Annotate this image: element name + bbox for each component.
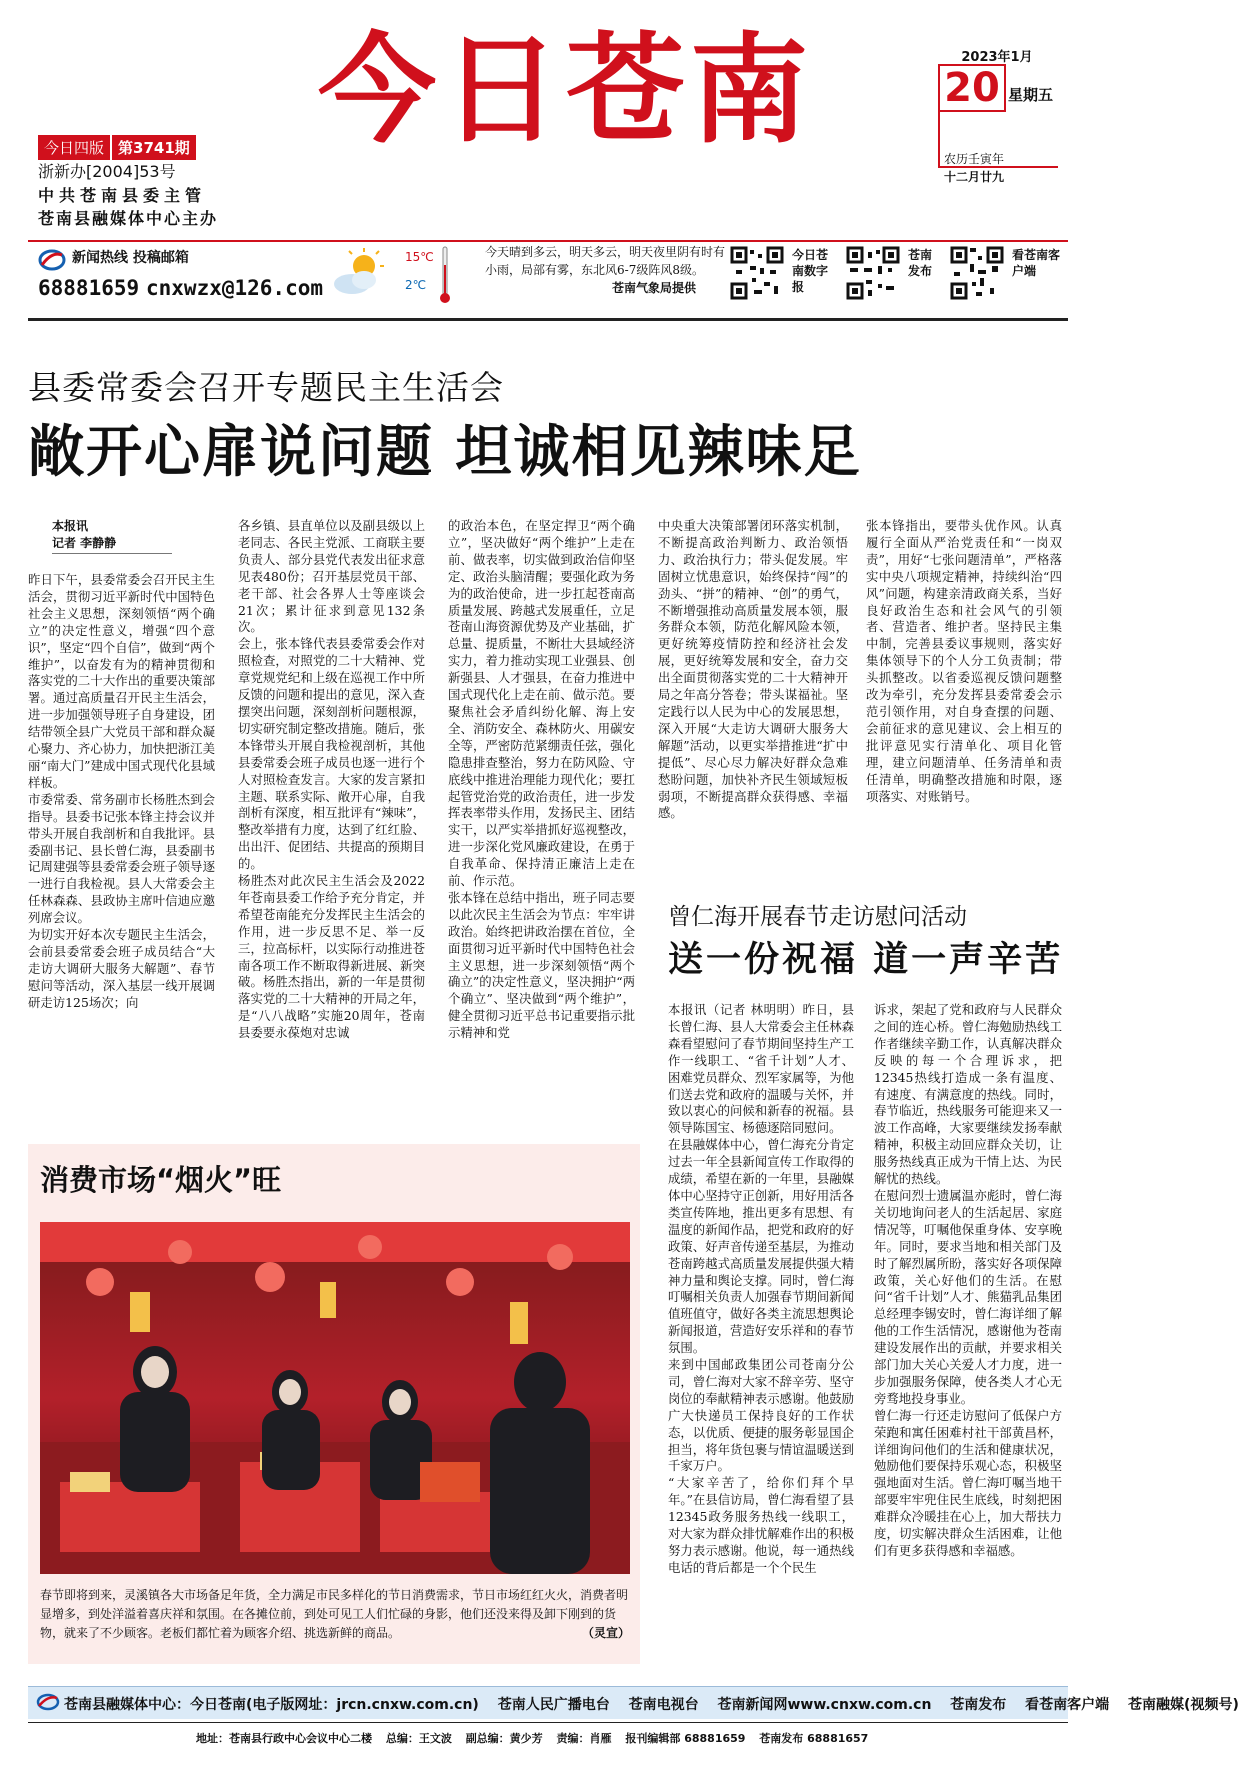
footer-address: 地址：苍南县行政中心会议中心二楼 xyxy=(196,1732,372,1745)
second-headline: 送一份祝福 道一声辛苦 xyxy=(668,940,1064,980)
byline-divider xyxy=(52,553,172,554)
date-year-month: 2023年1月 xyxy=(961,50,1033,65)
qr-code-icon[interactable] xyxy=(730,246,784,300)
second-subtitle: 曾仁海开展春节走访慰问活动 xyxy=(668,904,967,930)
temp-low: 2℃ xyxy=(405,278,427,292)
photo-story-title: 消费市场“烟火”旺 xyxy=(40,1163,282,1197)
footer-link-client[interactable]: 看苍南客户端 xyxy=(1025,1697,1110,1713)
lead-subtitle: 县委常委会召开专题民主生活会 xyxy=(28,368,504,407)
byline-source: 本报讯 xyxy=(52,519,89,533)
byline-reporter: 记者 李静静 xyxy=(52,536,117,550)
photo-caption xyxy=(40,1586,630,1643)
market-photo xyxy=(40,1222,630,1574)
footer-dept-phone: 报刊编辑部 68881659 xyxy=(625,1732,746,1745)
lead-column-4: 中央重大决策部署闭环落实机制，不断提高政治判断力、政治领悟力、政治执行力；带头促发展。牢固树立忧患意识，始终保持“闯”的劲头、“拼”的精神、“创”的勇气，不断增强推动高质量发展本领，服务群众本领，防范化解风险本领，更好统筹疫情防控和经济社会发展，更好统筹发展和安全，奋力交出全面贯彻落实党的二十大精神开局之年高分答卷；带头谋福祉。坚定践行以人民为中心的发展思想，深入开展“大走访大调研大服务大解题”活动，以更实举措推进“扩中提低”、尽心尽力解决好群众急难愁盼问题，加快补齐民生领域短板弱项，不断提高群众获得感、幸福感。 xyxy=(658,518,848,821)
footer-credits xyxy=(196,1730,878,1746)
second-column-2: 诉求，架起了党和政府与人民群众之间的连心桥。曾仁海勉励热线工作者继续辛勤工作，认真解决群众反映的每一个合理诉求，把12345热线打造成一条有温度、有速度、有满意度的热线。同时，春节临近，热线服务可能迎来又一波工作高峰，大家要继续发扬奉献精神，积极主动回应群众关切，让服务热线真正成为干情上达、为民解忧的热线。 在慰问烈士遗属温亦彪时，曾仁海关切地询问老人的生活起居、家庭情况等，叮嘱他保重身体、安享晚年。同时，要求当地和相关部门及时了解烈属所盼，落实好各项保障政策，关心好他们的生活。在慰问“省千计划”人才、熊猫乳品集团总经理李锡安时，曾仁海详细了解他的工作生活情况，感谢他为苍南建设发展作出的贡献，并要求相关部门加大关心关爱人才力度，进一步加强服务保障，使各类人才心无旁骛地投身事业。 曾仁海一行还走访慰问了低保户方荣跑和寓任困难村社干部黄昌杯，详细询问他们的生活和健康状况，勉励他们要保持乐观心态，积极坚强地面对生活。曾仁海叮嘱当地干部要牢牢兜住民生底线，时刻把困难群众冷暖挂在心上，加大帮扶力度，切实解决群众生活困难，让他们有更多获得感和幸福感。 xyxy=(874,1002,1062,1558)
footer-link-radio[interactable]: 苍南人民广播电台 xyxy=(497,1697,610,1713)
registration-number: 浙新办[2004]53号 xyxy=(38,162,176,181)
qr-label-digital: 今日苍南数字报 xyxy=(792,248,829,294)
footer-link-release[interactable]: 苍南发布 xyxy=(950,1697,1007,1713)
forecast-source: 苍南气象局提供 xyxy=(612,281,697,295)
media-center-logo-icon xyxy=(36,1692,60,1712)
issue-number: 第3741期 xyxy=(112,135,196,160)
lead-byline xyxy=(52,518,116,552)
lunar-year: 农历壬寅年 xyxy=(944,152,1005,166)
footer-deputy-editor: 副总编：黄少芳 xyxy=(465,1732,543,1745)
footer-media-links xyxy=(64,1694,1253,1714)
footer-divider xyxy=(28,1722,1068,1723)
lead-column-3: 的政治本色，在坚定捍卫“两个确立”，坚决做好“两个维护”上走在前、做表率，切实做到政治信仰坚定、政治头脑清醒；要强化政为务为的政治使命，进一步扛起苍南高质量发展、跨越式发展重任，立足苍南山海资源优势及产业基础，扩总量、提质量，不断壮大县域经济实力，着力推动实现工业强县、创新强县、人才强县，在奋力推进中国式现代化上走在前、做示范。要聚焦社会矛盾纠纷化解、海上安全、消防安全、森林防火、用碳安全等，严密防范紧绷责任弦，强化隐患排查整治，努力在防风险、守底线中推进治理能力现代化；要扛起管党治党的政治责任，进一步发挥表率带头作用，发扬民主、团结实干，以严实举措抓好巡视整改，进一步深化党风廉政建设，在勇于自我革命、保持清正廉洁上走在前、作示范。 张本锋在总结中指出，班子同志要以此次民主生活会为节点：牢牢讲政治。始终把讲政治摆在首位，全面贯彻习近平新时代中国特色社会主义思想，进一步深刻领悟“两个确立”的决定性意义，坚决拥护“两个确立”、坚决做到“两个维护”，健全贯彻习近平总书记重要指示批示精神和党 xyxy=(448,518,635,1041)
lead-column-1: 昨日下午，县委常委会召开民主生活会，贯彻习近平新时代中国特色社会主义思想，深刻领悟“两个确立”的决定性意义，增强“四个意识”，坚定“四个自信”，做到“两个维护”，以奋发有为的精神贯彻和落实党的二十大作出的重要决策部署。通过高质量召开民主生活会，进一步加强领导班子自身建设，团结带领全县广大党员干部和群众凝心聚力、齐心协力，加快把浙江美丽“南大门”建成中国式现代化县域样板。 市委常委、常务副市长杨胜杰到会指导。县委书记张本锋主持会议并带头开展自我剖析和自我批评。县委副书记、县长曾仁海，县委副书记周建强等县委常委会班子领导逐一进行自我检视。县人大常委会主任林森森、县政协主席叶信迪应邀列席会议。 为切实开好本次专题民主生活会，会前县委常委会班子成员结合“大走访大调研大服务大解题”、春节慰问等活动，深入基层一线开展调研走访125场次；向 xyxy=(28,572,215,1010)
organizer-line: 中共苍南县委主管 xyxy=(38,186,207,205)
issue-label xyxy=(38,135,196,160)
qr-label-client: 看苍南客户端 xyxy=(1012,248,1061,278)
date-day: 20 xyxy=(938,64,1006,112)
qr-label-release: 苍南发布 xyxy=(908,248,933,278)
lunar-day: 十二月廿九 xyxy=(944,170,1005,184)
footer-editor: 责编：肖雁 xyxy=(556,1732,612,1745)
footer-editor-chief: 总编：王文波 xyxy=(385,1732,452,1745)
footer-link-news-site[interactable]: 苍南新闻网www.cnxw.com.cn xyxy=(717,1697,932,1713)
weekday: 星期五 xyxy=(1008,86,1054,104)
newspaper-masthead: 今日苍南 xyxy=(318,21,815,159)
lead-column-2: 各乡镇、县直单位以及副县级以上老同志、各民主党派、工商联主要负责人、部分县党代表发出征求意见表480份；召开基层党员干部、老干部、社会各界人士等座谈会21次；累计征求到意见132条次。 会上，张本锋代表县委常委会作对照检查，对照党的二十大精神、党章党规党纪和上级在巡视工作中所反馈的问题和提出的意见，深入查摆突出问题，深刻剖析问题根源，切实研究制定整改措施。随后，张本锋带头开展自我检视剖析，其他县委常委会班子成员也逐一进行个人对照检查发言。大家的发言紧扣主题、联系实际、敞开心扉，自我剖析有深度，相互批评有“辣味”，整改举措有力度，达到了红红脸、出出汗、促团结、共提高的预期目的。 杨胜杰对此次民主生活会及2022年苍南县委工作给予充分肯定，并希望苍南能充分发挥民主生活会的作用，进一步反思不足、举一反三，拉高标杆，以实际行动推进苍南各项工作不断取得新进展、新突破。杨胜杰指出，新的一年是贯彻落实党的二十大精神的开局之年，是“八八战略”实施20周年，苍南县委要永葆炮对忠诚 xyxy=(238,518,425,1041)
footer-link-tv[interactable]: 苍南电视台 xyxy=(628,1697,699,1713)
footer-link-epaper[interactable]: 苍南县融媒体中心：今日苍南(电子版网址：jrcn.cnxw.com.cn) xyxy=(64,1697,479,1713)
date-block xyxy=(938,46,1056,186)
lead-column-5: 张本锋指出，要带头优作风。认真履行全面从严治党责任和“一岗双责”，用好“七张问题清单”，严格落实中央八项规定精神，持续纠治“四风”问题，构建亲清政商关系，当好良好政治生态和社会风气的引领者、营造者、维护者。坚持民主集中制，完善县委议事规则，落实好集体领导下的个人分工负责制；带头抓整改。以省委巡视反馈问题整改为牵引，充分发挥县委常委会示范引领作用，对自身查摆的问题、会前征求的意见建议、会上相互的批评意见实行清单化、项目化管理，建立问题清单、任务清单和责任清单，明确整改措施和时限，逐项落实、对账销号。 xyxy=(866,518,1062,804)
hotline-logo-icon xyxy=(38,247,66,273)
footer-release-phone: 苍南发布 68881657 xyxy=(759,1732,869,1745)
sun-cloud-icon xyxy=(330,246,388,304)
issue-prefix: 今日四版 xyxy=(38,135,110,160)
thermometer-icon xyxy=(440,245,450,305)
lead-headline: 敞开心扉说问题 坦诚相见辣味足 xyxy=(28,420,862,485)
weather-forecast: 今天晴到多云，明天多云，明天夜里阴有时有小雨，局部有雾，东北风6-7级阵风8级。 xyxy=(485,245,726,277)
qr-code-icon[interactable] xyxy=(846,246,900,300)
submission-email: cnxwzx@126.com xyxy=(146,276,324,300)
caption-credit: （灵宣） xyxy=(581,1626,630,1640)
hotline-phone: 68881659 xyxy=(38,276,140,300)
footer-link-video[interactable]: 苍南融媒(视频号) xyxy=(1128,1697,1239,1713)
qr-code-icon[interactable] xyxy=(950,246,1004,300)
temp-high: 15℃ xyxy=(405,250,434,264)
host-line: 苍南县融媒体中心主办 xyxy=(38,209,219,228)
second-column-1: 本报讯（记者 林明明）昨日，县长曾仁海、县人大常委会主任林森森看望慰问了春节期间坚持生产工作一线职工、“省千计划”人才、困难党员群众、烈军家属等，为他们送去党和政府的温暖与关怀，并致以衷心的问候和新春的祝福。县领导陈国宝、杨德逐陪同慰问。 在县融媒体中心，曾仁海充分肯定过去一年全县新闻宣传工作取得的成绩，希望在新的一年里，县融媒体中心坚持守正创新，用好用活各类宣传阵地，推出更多有思想、有温度的新闻作品，把党和政府的好政策、好声音传递至基层，为推动苍南跨越式高质量发展提供强大精神力量和舆论支撑。同时，曾仁海叮嘱相关负责人加强春节期间新闻值班值守，做好各类主流思想舆论新闻报道，营造好安乐祥和的春节氛围。 来到中国邮政集团公司苍南分公司，曾仁海对大家不辞辛劳、坚守岗位的奉献精神表示感谢。他鼓励广大快递员工保持良好的工作状态，以优质、便捷的服务彰显国企担当，将年货包裹与情谊温暖送到千家万户。 “大家辛苦了，给你们拜个早年。”在县信访局，曾仁海看望了县12345政务服务热线一线职工，对大家为群众排忧解难作出的积极努力表示感谢。他说，每一通热线电话的背后都是一个个民生 xyxy=(668,1002,854,1575)
caption-text: 春节即将到来，灵溪镇各大市场备足年货，全力满足市民多样化的节日消费需求，节日市场红红火火，消费者明显增多，到处洋溢着喜庆祥和氛围。在各摊位前，到处可见工人们忙碌的身影，他们还没来得及卸下刚到的货物，就来了不少顾客。老板们都忙着为顾客介绍、挑选新鲜的商品。 xyxy=(40,1588,629,1640)
hotline-label: 新闻热线 投稿邮箱 xyxy=(72,250,189,266)
